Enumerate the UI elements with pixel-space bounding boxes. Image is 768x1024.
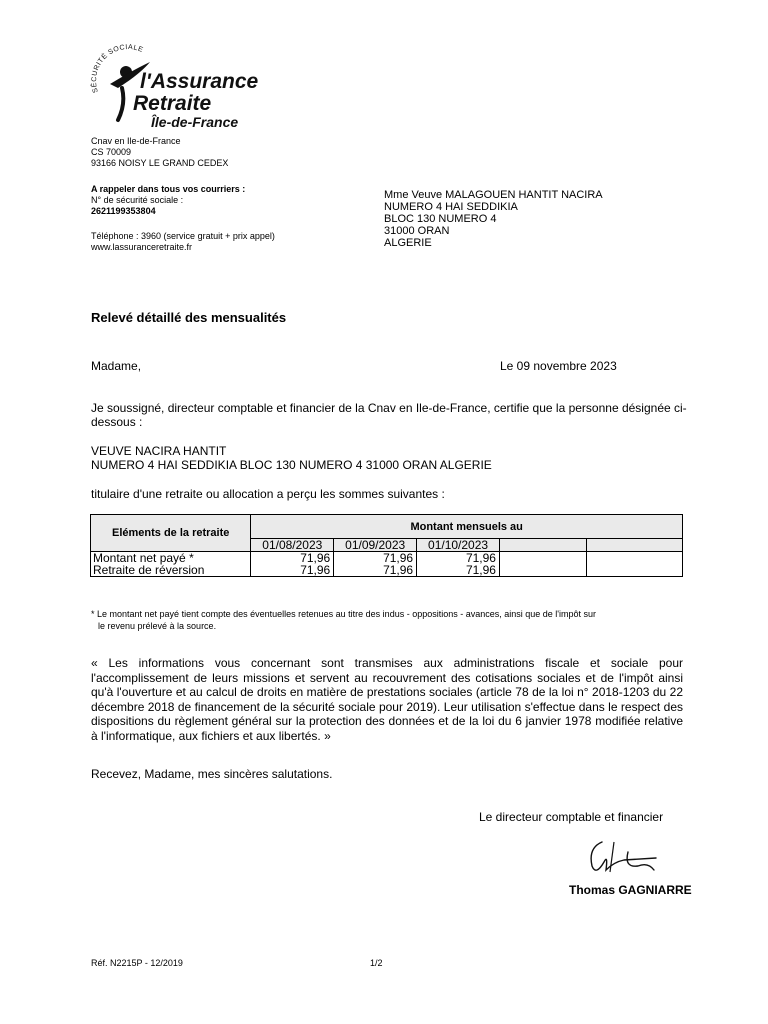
closing-formula: Recevez, Madame, mes sincères salutations. bbox=[91, 767, 333, 781]
received-text: titulaire d'une retraite ou allocation a perçu les sommes suivantes : bbox=[91, 487, 445, 501]
sender-city: 93166 NOISY LE GRAND CEDEX bbox=[91, 158, 229, 168]
page-number: 1/2 bbox=[370, 958, 383, 968]
sender-box: CS 70009 bbox=[91, 147, 132, 157]
amount-cell: 71,96 bbox=[417, 552, 500, 565]
empty-cell bbox=[499, 564, 586, 577]
empty-cell bbox=[586, 564, 683, 577]
document-title: Relevé détaillé des mensualités bbox=[91, 310, 287, 325]
date-header: 01/09/2023 bbox=[334, 539, 417, 552]
amount-cell: 71,96 bbox=[251, 552, 334, 565]
col-header-elements: Eléments de la retraite bbox=[91, 515, 251, 552]
beneficiary-name: VEUVE NACIRA HANTIT bbox=[91, 444, 227, 458]
website-link[interactable]: www.lassuranceretraite.fr bbox=[91, 242, 193, 252]
empty-date-header bbox=[499, 539, 586, 552]
recipient-line: ALGERIE bbox=[384, 237, 432, 249]
empty-date-header bbox=[586, 539, 683, 552]
letter-date: Le 09 novembre 2023 bbox=[500, 359, 617, 373]
reference-reminder bbox=[91, 184, 245, 217]
logo-line2: Retraite bbox=[133, 92, 212, 115]
recipient-line: Mme Veuve MALAGOUEN HANTIT NACIRA bbox=[384, 189, 603, 201]
recipient-line: NUMERO 4 HAI SEDDIKIA bbox=[384, 201, 518, 213]
beneficiary-address: NUMERO 4 HAI SEDDIKIA BLOC 130 NUMERO 4 31000 ORAN ALGERIE bbox=[91, 458, 492, 472]
amount-cell: 71,96 bbox=[251, 564, 334, 577]
recipient-address bbox=[384, 189, 603, 249]
signer-name: Thomas GAGNIARRE bbox=[569, 883, 692, 897]
payments-table bbox=[90, 514, 683, 577]
logo-line1: l'Assurance bbox=[140, 70, 259, 93]
certification-text: Je soussigné, directeur comptable et financier de la Cnav en Ile-de-France, certifie que la personne désignée ci-dessous : bbox=[91, 401, 687, 429]
col-header-amount: Montant mensuels au bbox=[251, 515, 683, 539]
data-privacy-notice: « Les informations vous concernant sont transmises aux administrations fiscale et sociale pour l'accomplissement de leurs missions et servent au recouvrement des cotisations sociales et de l'impôt ainsi qu'à l'ouverture et au calcul de droits en matière de prestations sociales (article 78 de la loi n° 2018-1203 du 22 décembre 2018 de financement de la sécurité sociale pour 2019). Leur utilisation s'effectue dans le respect des dispositions du règlement général sur la protection des données et de la loi du 6 janvier 1978 modifiée relative à l'informatique, aux fichiers et aux libertés. » bbox=[91, 656, 683, 743]
footnote-line: * Le montant net payé tient compte des éventuelles retenues au titre des indus - oppositions - avances, ainsi que de l'impôt sur bbox=[91, 609, 597, 619]
row-label: Montant net payé * bbox=[91, 552, 251, 565]
beneficiary bbox=[91, 444, 492, 472]
ss-number: 2621199353804 bbox=[91, 206, 156, 216]
date-header: 01/08/2023 bbox=[251, 539, 334, 552]
reminder-heading: A rappeler dans tous vos courriers : bbox=[91, 184, 246, 194]
salutation: Madame, bbox=[91, 359, 142, 373]
recipient-line: 31000 ORAN bbox=[384, 225, 450, 237]
signer-title: Le directeur comptable et financier bbox=[479, 810, 664, 824]
row-label: Retraite de réversion bbox=[91, 564, 251, 577]
date-header: 01/10/2023 bbox=[417, 539, 500, 552]
document-reference: Réf. N2215P - 12/2019 bbox=[91, 958, 183, 968]
table-row bbox=[91, 564, 683, 577]
empty-cell bbox=[586, 552, 683, 565]
contact-info bbox=[91, 231, 275, 253]
amount-cell: 71,96 bbox=[417, 564, 500, 577]
sender-address bbox=[91, 136, 228, 169]
phone-info: Téléphone : 3960 (service gratuit + prix appel) bbox=[91, 231, 275, 241]
assurance-retraite-logo bbox=[88, 44, 278, 134]
signature-icon bbox=[584, 832, 684, 880]
amount-cell: 71,96 bbox=[334, 564, 417, 577]
footnote-line: le revenu prélevé à la source. bbox=[98, 621, 217, 631]
logo-line3: Île-de-France bbox=[151, 114, 239, 130]
sender-name: Cnav en Ile-de-France bbox=[91, 136, 181, 146]
footnote bbox=[91, 608, 691, 632]
ss-number-label: N° de sécurité sociale : bbox=[91, 195, 184, 205]
amount-cell: 71,96 bbox=[334, 552, 417, 565]
recipient-line: BLOC 130 NUMERO 4 bbox=[384, 213, 497, 225]
empty-cell bbox=[499, 552, 586, 565]
logo-arc-text: SÉCURITÉ SOCIALE bbox=[90, 44, 145, 94]
